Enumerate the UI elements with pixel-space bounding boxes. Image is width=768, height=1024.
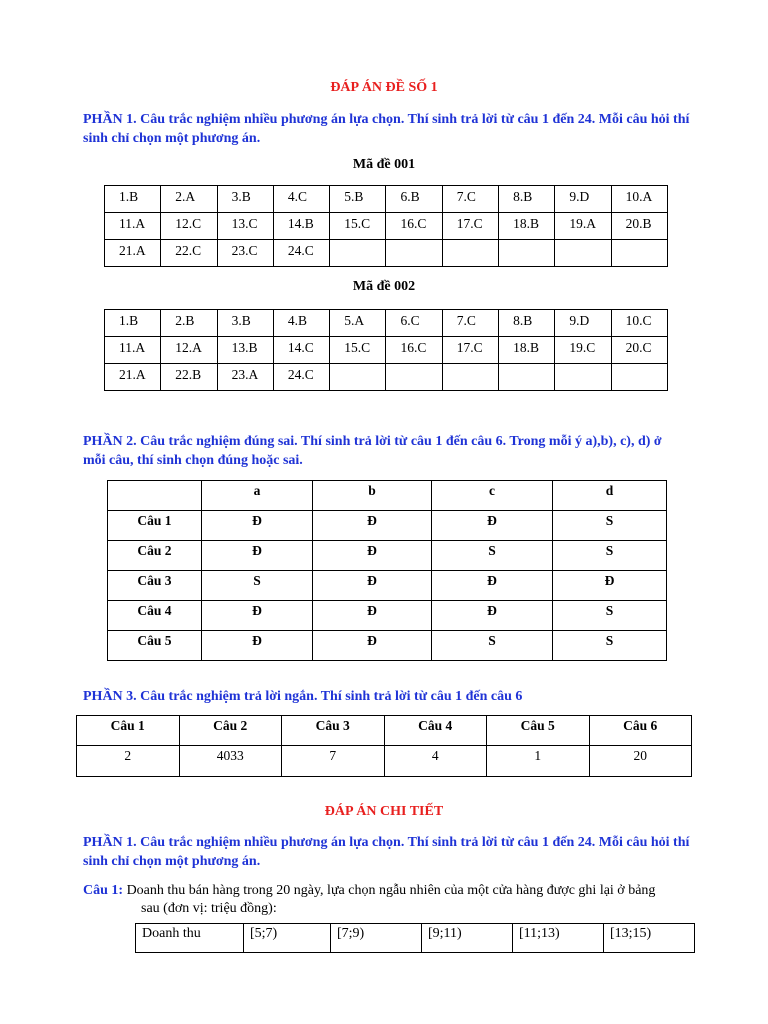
- answer-cell: S: [553, 541, 667, 571]
- column-header: Câu 4: [384, 716, 487, 746]
- answer-cell: 19.A: [555, 213, 611, 240]
- answer-cell: 1.B: [105, 310, 161, 337]
- column-header: Câu 2: [179, 716, 282, 746]
- question-1-text-line1: Doanh thu bán hàng trong 20 ngày, lựa chọn ngẫu nhiên của một cửa hàng được ghi lại ở bảng: [126, 883, 656, 898]
- table-row: [108, 601, 667, 631]
- answer-cell: 4.C: [273, 186, 329, 213]
- answer-cell: 2.A: [161, 186, 217, 213]
- answer-cell: 4.B: [273, 310, 329, 337]
- answer-cell: 3.B: [217, 186, 273, 213]
- answer-cell: [555, 364, 611, 391]
- answer-cell: 11.A: [105, 213, 161, 240]
- table-row: [105, 364, 668, 391]
- question-label: Câu 3: [108, 571, 202, 601]
- answer-cell: Đ: [432, 571, 553, 601]
- answer-cell: 1.B: [105, 186, 161, 213]
- answer-cell: 5.A: [330, 310, 386, 337]
- answer-cell: [330, 364, 386, 391]
- detail-heading: PHẦN 1. Câu trắc nghiệm nhiều phương án lựa chọn. Thí sinh trả lời từ câu 1 đến 24. Mỗi câu hỏi thí sinh chỉ chọn một phương án.: [83, 835, 690, 869]
- answer-cell: 16.C: [386, 213, 442, 240]
- column-header: Câu 3: [282, 716, 385, 746]
- answer-cell: 9.D: [555, 310, 611, 337]
- answer-cell: 8.B: [499, 310, 555, 337]
- interval-cell: [5;7): [244, 924, 331, 953]
- answer-cell: Đ: [432, 601, 553, 631]
- answer-cell: S: [553, 601, 667, 631]
- code1-label: Mã đề 001: [352, 157, 416, 172]
- table-row: [105, 337, 668, 364]
- table-row: [108, 511, 667, 541]
- answer-cell: 1: [487, 746, 590, 777]
- column-header: b: [313, 481, 432, 511]
- answer-cell: 24.C: [273, 364, 329, 391]
- answer-cell: 13.B: [217, 337, 273, 364]
- answer-cell: Đ: [553, 571, 667, 601]
- question-1-text-line2: sau (đơn vị: triệu đồng):: [141, 901, 277, 916]
- answer-cell: 4033: [179, 746, 282, 777]
- answer-cell: Đ: [313, 631, 432, 661]
- answer-cell: 5.B: [330, 186, 386, 213]
- answer-cell: 15.C: [330, 337, 386, 364]
- table-header-row: [108, 481, 667, 511]
- answer-cell: [330, 240, 386, 267]
- answer-cell: S: [202, 571, 313, 601]
- answer-cell: [499, 364, 555, 391]
- answer-cell: 9.D: [555, 186, 611, 213]
- question-1: [83, 881, 703, 900]
- short-answer-table: [76, 715, 692, 777]
- answer-cell: Đ: [202, 511, 313, 541]
- answer-cell: Đ: [313, 571, 432, 601]
- table-row: [108, 631, 667, 661]
- answer-cell: 16.C: [386, 337, 442, 364]
- answer-cell: 21.A: [105, 240, 161, 267]
- answer-cell: 19.C: [555, 337, 611, 364]
- answer-cell: S: [553, 511, 667, 541]
- answer-cell: 6.C: [386, 310, 442, 337]
- answer-cell: S: [432, 631, 553, 661]
- table-row: [105, 310, 668, 337]
- question-label: Câu 5: [108, 631, 202, 661]
- interval-cell: [7;9): [331, 924, 422, 953]
- true-false-table: [107, 480, 667, 661]
- code2-label: Mã đề 002: [352, 279, 416, 294]
- answer-cell: 8.B: [499, 186, 555, 213]
- table-row: [108, 571, 667, 601]
- answer-cell: Đ: [432, 511, 553, 541]
- interval-cell: [9;11): [422, 924, 513, 953]
- answer-cell: 22.C: [161, 240, 217, 267]
- answer-cell: 24.C: [273, 240, 329, 267]
- question-label: Câu 1: [108, 511, 202, 541]
- answer-cell: 2.B: [161, 310, 217, 337]
- answer-cell: 17.C: [442, 337, 498, 364]
- table-row: [77, 746, 692, 777]
- answer-cell: Đ: [313, 541, 432, 571]
- question-label: Câu 4: [108, 601, 202, 631]
- answer-table-001: [104, 185, 668, 267]
- answer-cell: Đ: [313, 601, 432, 631]
- part3-heading: PHẦN 3. Câu trắc nghiệm trả lời ngắn. Thí sinh trả lời từ câu 1 đến câu 6: [83, 689, 523, 704]
- answer-cell: [611, 240, 667, 267]
- answer-table-002: [104, 309, 668, 391]
- answer-cell: Đ: [202, 541, 313, 571]
- answer-cell: 10.A: [611, 186, 667, 213]
- question-1-label: Câu 1:: [83, 883, 124, 898]
- question-label: Câu 2: [108, 541, 202, 571]
- answer-cell: 22.B: [161, 364, 217, 391]
- answer-cell: 7.C: [442, 186, 498, 213]
- answer-cell: [386, 240, 442, 267]
- answer-cell: 10.C: [611, 310, 667, 337]
- answer-cell: S: [553, 631, 667, 661]
- answer-cell: 23.C: [217, 240, 273, 267]
- answer-cell: 20: [589, 746, 692, 777]
- answer-cell: [442, 364, 498, 391]
- answer-cell: [442, 240, 498, 267]
- interval-cell: [13;15): [604, 924, 695, 953]
- answer-cell: 15.C: [330, 213, 386, 240]
- column-header: Câu 6: [589, 716, 692, 746]
- answer-cell: 7: [282, 746, 385, 777]
- table-row: [108, 541, 667, 571]
- revenue-table: [135, 923, 695, 953]
- page-title: ĐÁP ÁN ĐỀ SỐ 1: [330, 80, 438, 95]
- answer-cell: [611, 364, 667, 391]
- answer-cell: [499, 240, 555, 267]
- answer-cell: [555, 240, 611, 267]
- answer-cell: 13.C: [217, 213, 273, 240]
- column-header: d: [553, 481, 667, 511]
- table-row: [105, 186, 668, 213]
- column-header: [108, 481, 202, 511]
- answer-cell: 17.C: [442, 213, 498, 240]
- interval-cell: [11;13): [513, 924, 604, 953]
- answer-cell: S: [432, 541, 553, 571]
- answer-cell: 14.C: [273, 337, 329, 364]
- row-label: Doanh thu: [136, 924, 244, 953]
- answer-cell: 7.C: [442, 310, 498, 337]
- answer-cell: 20.C: [611, 337, 667, 364]
- column-header: a: [202, 481, 313, 511]
- part2-heading: PHẦN 2. Câu trắc nghiệm đúng sai. Thí sinh trả lời từ câu 1 đến câu 6. Trong mỗi ý a),b), c), d) ở mỗi câu, thí sinh chọn đúng hoặc sai.: [83, 434, 662, 468]
- answer-cell: 4: [384, 746, 487, 777]
- detail-title: ĐÁP ÁN CHI TIẾT: [324, 804, 444, 819]
- answer-cell: Đ: [202, 601, 313, 631]
- answer-cell: 23.A: [217, 364, 273, 391]
- answer-cell: 12.C: [161, 213, 217, 240]
- answer-cell: 21.A: [105, 364, 161, 391]
- answer-cell: 11.A: [105, 337, 161, 364]
- answer-cell: 18.B: [499, 337, 555, 364]
- table-row: [105, 213, 668, 240]
- answer-cell: Đ: [313, 511, 432, 541]
- column-header: c: [432, 481, 553, 511]
- table-row: [105, 240, 668, 267]
- column-header: Câu 5: [487, 716, 590, 746]
- answer-cell: Đ: [202, 631, 313, 661]
- answer-cell: 6.B: [386, 186, 442, 213]
- table-header-row: [77, 716, 692, 746]
- answer-cell: 2: [77, 746, 180, 777]
- column-header: Câu 1: [77, 716, 180, 746]
- answer-cell: [386, 364, 442, 391]
- answer-cell: 18.B: [499, 213, 555, 240]
- answer-cell: 3.B: [217, 310, 273, 337]
- answer-cell: 12.A: [161, 337, 217, 364]
- answer-cell: 14.B: [273, 213, 329, 240]
- part1-heading: PHẦN 1. Câu trắc nghiệm nhiều phương án lựa chọn. Thí sinh trả lời từ câu 1 đến 24. Mỗi câu hỏi thí sinh chỉ chọn một phương án.: [83, 112, 690, 146]
- answer-cell: 20.B: [611, 213, 667, 240]
